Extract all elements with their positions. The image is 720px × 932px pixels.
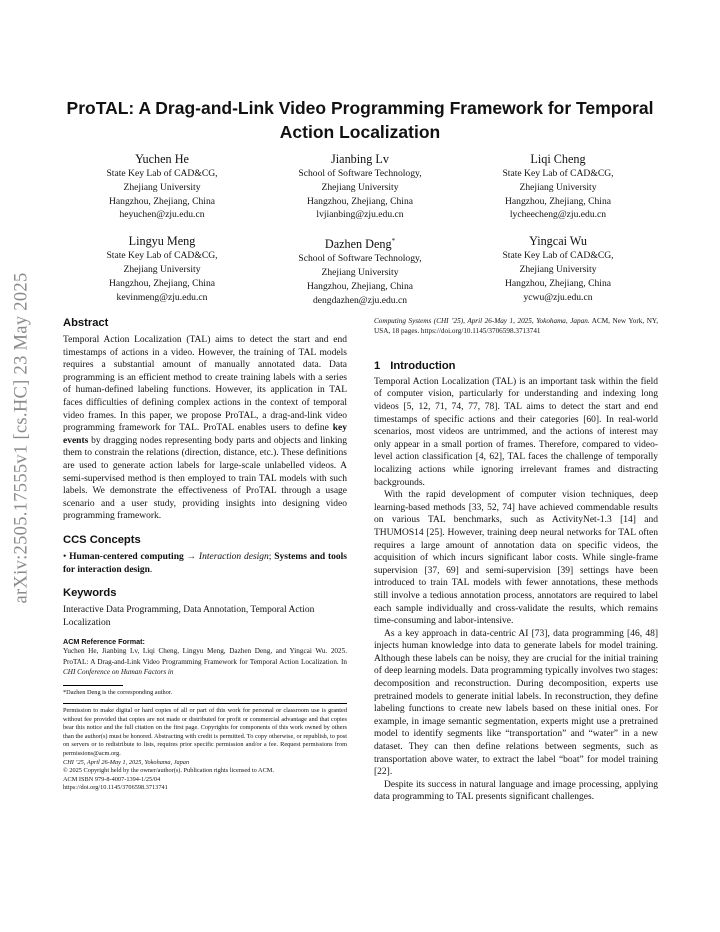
- author-email: ycwu@zju.edu.cn: [523, 291, 593, 303]
- author-row: [63, 151, 657, 222]
- abstract-text: Temporal Action Localization (TAL) aims to detect the start and end timestamps of actions in a video. However, the training of TAL models requires a substantial amount of manually annotated data. Data programming is an efficient method to create training labels with a series of human-defined labeling functions. However, its application in TAL faces difficulties of defining complex actions in the context of temporal video frames. In this paper, we propose ProTAL, a drag-and-link video programming framework for TAL. ProTAL enables users to define key events by dragging nodes representing body parts and objects and linking them to constrain the relations (direction, distance, etc.). These definitions are used to generate action labels for large-scale unlabelled videos. A semi-supervised method is then employed to train TAL models with such labels. We demonstrate the effectiveness of ProTAL through a usage scenario and a user study, providing insights into designing video programming framework.: [63, 335, 347, 522]
- author-email: heyuchen@zju.edu.cn: [119, 209, 205, 221]
- acm-reference-heading: ACM Reference Format:: [63, 637, 145, 647]
- author-location: Hangzhou, Zhejiang, China: [108, 277, 216, 289]
- copyright-line: © 2025 Copyright held by the owner/author(s). Publication rights licensed to ACM.: [63, 767, 274, 775]
- isbn-line: ACM ISBN 979-8-4007-1394-1/25/04: [63, 775, 161, 783]
- author-affiliation: State Key Lab of CAD&CG,: [106, 250, 218, 262]
- corresponding-marker: *: [391, 237, 396, 246]
- intro-paragraph-1: Temporal Action Localization (TAL) is an important task within the field of computer vision, particularly for understanding and indexing long videos [5, 12, 71, 74, 77, 78]. TAL aims to detect the start and end timestamps of specific actions and their categories [60]. In real-world scenarios, most videos are untrimmed, and the actions of interest may only appear in a small portion of frames. Therefore, compared to video-level action classification [4, 62], TAL faces the challenge of temporally localizing actions while ignoring irrelevant frames and distracting backgrounds.: [374, 376, 658, 488]
- author-location: Hangzhou, Zhejiang, China: [504, 195, 612, 207]
- paper-title: ProTAL: A Drag-and-Link Video Programming Framework for Temporal Action Localization: [66, 98, 654, 142]
- author-email: kevinmeng@zju.edu.cn: [116, 291, 208, 303]
- doi-link[interactable]: https://doi.org/10.1145/3706598.3713741: [63, 784, 168, 792]
- introduction-heading: 1 Introduction: [374, 359, 456, 372]
- author-university: Zhejiang University: [519, 263, 597, 275]
- footnote-rule: [63, 685, 123, 686]
- author-location: Hangzhou, Zhejiang, China: [306, 280, 414, 292]
- right-column: [374, 316, 658, 804]
- ccs-concepts: • Human-centered computing → Interaction design; Systems and tools for interaction design.: [63, 551, 347, 575]
- permission-notice: Permission to make digital or hard copies of all or part of this work for personal or classroom use is granted without fee provided that copies are not made or distributed for profit or commercial advantage and that copies bear this notice and the full citation on the first page. Copyrights for components of this work owned by others than the author(s) must be honored. Abstracting with credit is permitted. To copy otherwise, or republish, to post on servers or to redistribute to lists, requires prior specific permission and/or a fee. Request permissions from permissions@acm.org.: [63, 707, 347, 758]
- author-affiliation: State Key Lab of CAD&CG,: [502, 250, 614, 262]
- author-card: [459, 233, 657, 307]
- author-card: [63, 151, 261, 222]
- abstract-heading: Abstract: [63, 317, 109, 329]
- author-card: [459, 151, 657, 222]
- author-name: Yuchen He: [135, 152, 189, 166]
- author-name: Yingcai Wu: [529, 234, 587, 249]
- author-university: Zhejiang University: [519, 181, 597, 193]
- author-name: Liqi Cheng: [530, 152, 586, 166]
- conference-line: CHI ’25, April 26-May 1, 2025, Yokohama, Japan: [63, 758, 190, 766]
- permission-rule: [63, 703, 347, 704]
- author-email: dengdazhen@zju.edu.cn: [312, 294, 408, 306]
- author-location: Hangzhou, Zhejiang, China: [108, 195, 216, 207]
- author-name: Dazhen Deng*: [324, 237, 396, 252]
- author-affiliation: State Key Lab of CAD&CG,: [106, 168, 218, 179]
- keywords-text: Interactive Data Programming, Data Annotation, Temporal Action Localization: [63, 605, 315, 628]
- intro-paragraph-4: Despite its success in natural language and image processing, applying data programming to TAL presents significant challenges.: [374, 779, 658, 803]
- acm-reference-continued: Computing Systems (CHI ’25), April 26-May 1, 2025, Yokohama, Japan. ACM, New York, NY, USA, 18 pages. https://doi.org/10.1145/3706598.3713741: [374, 317, 658, 336]
- author-university: Zhejiang University: [123, 263, 201, 275]
- author-card: [261, 151, 459, 222]
- arxiv-identifier: [8, 238, 36, 638]
- author-affiliation: State Key Lab of CAD&CG,: [502, 168, 614, 179]
- left-column: [63, 316, 347, 793]
- arxiv-id-text: arXiv:2505.17555v1 [cs.HC] 23 May 2025: [11, 272, 32, 604]
- author-card: [63, 233, 261, 307]
- acm-reference-text: Yuchen He, Jianbing Lv, Liqi Cheng, Lingyu Meng, Dazhen Deng, and Yingcai Wu. 2025. ProTAL: A Drag-and-Link Video Programming Framework for Temporal Action Localization. In CHI Conference on Human Factors in: [63, 647, 347, 677]
- author-location: Hangzhou, Zhejiang, China: [504, 277, 612, 289]
- corresponding-footnote: *Dazhen Deng is the corresponding author.: [63, 688, 173, 696]
- author-card: [261, 233, 459, 307]
- intro-paragraph-3: As a key approach in data-centric AI [73], data programming [46, 48] injects human knowledge into data to generate labels for model training. Although these labels can be noisy, they are crucial for the initial training of deep learning models. Data programming typically involves two stages: decomposition and reconstruction. During decomposition, experts use pretrained models to generate initial labels. In reconstruction, they define labeling functions to create new labels based on these initial ones. For example, in image semantic segmentation, experts might use a pretrained model to identify segments like “transportation” and “water” in a new dataset. They can then define relations between segments, such as transportation above water, to extract the label “boat” for model training [22].: [374, 628, 658, 778]
- author-university: Zhejiang University: [123, 181, 201, 193]
- author-block: [63, 151, 657, 318]
- ccs-heading: CCS Concepts: [63, 533, 141, 546]
- author-email: lvjianbing@zju.edu.cn: [316, 209, 404, 221]
- author-name: Jianbing Lv: [331, 152, 389, 166]
- author-row: [63, 233, 657, 307]
- author-email: lycheecheng@zju.edu.cn: [509, 209, 607, 221]
- author-university: Zhejiang University: [321, 267, 399, 279]
- author-university: Zhejiang University: [321, 181, 399, 193]
- author-affiliation: School of Software Technology,: [298, 168, 422, 179]
- intro-paragraph-2: With the rapid development of computer vision techniques, deep learning-based methods [33, 52, 74] have achieved commendable results on various TAL benchmarks, such as ActivityNet-1.3 [14] and THUMOS14 [25]. However, training deep neural networks for TAL often requires a large amount of annotation data on specific videos, the acquisition of which incurs significant labor costs. While single-frame supervision [37, 69] and semi-supervision [39] settings have been introduced to train TAL models with fewer annotations, these methods still involve a tedious annotation process, annotators are required to label each sample individually and cross-validate the results, which remains time-consuming and labor-intensive.: [374, 490, 658, 627]
- keywords-heading: Keywords: [63, 587, 117, 600]
- author-affiliation: School of Software Technology,: [298, 253, 422, 265]
- author-name: Lingyu Meng: [128, 234, 196, 249]
- author-location: Hangzhou, Zhejiang, China: [306, 195, 414, 207]
